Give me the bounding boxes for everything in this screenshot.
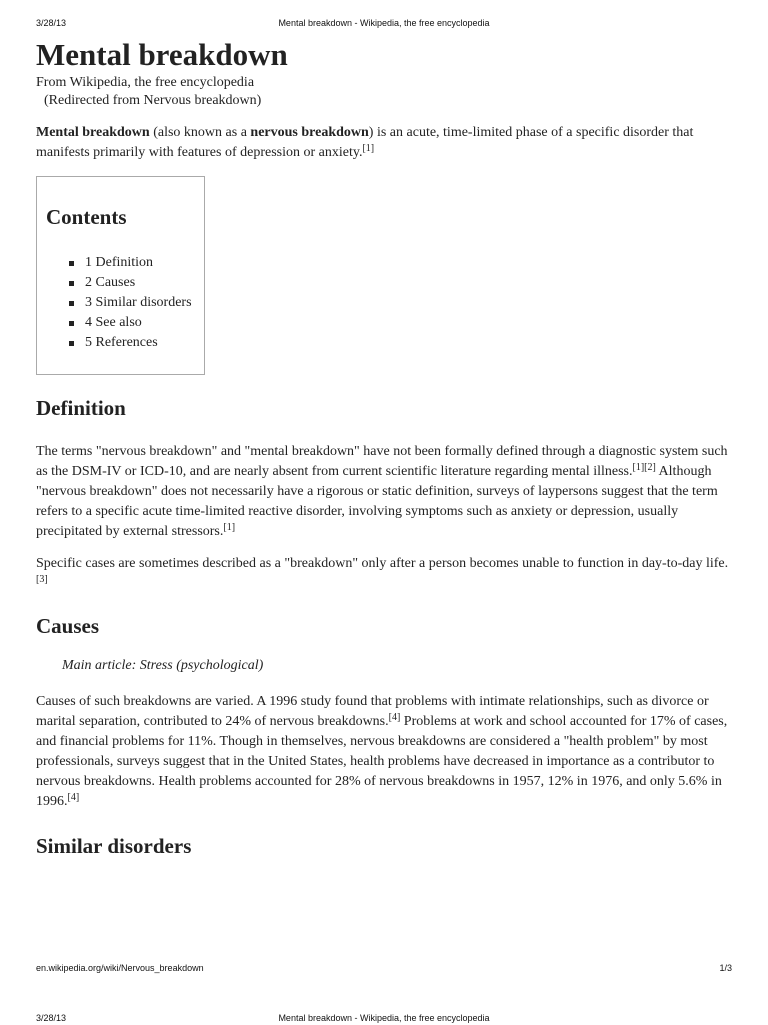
citation-link[interactable]: [2] xyxy=(644,462,656,473)
definition-paragraph-1: The terms "nervous breakdown" and "mental breakdown" have not been formally defined through a diagnostic system such as the DSM-IV or ICD-10, and are nearly absent from current scientific literature regarding mental illness.[1][2] Although "nervous breakdown" does not necessarily have a rigorous or static definition, surveys of laypersons suggest that the term refers to a specific acute time-limited reactive disorder, involving symptoms such as anxiety or depression, usually precipitated by external stressors.[1] xyxy=(36,444,728,539)
section-heading-causes: Causes xyxy=(36,614,100,638)
toc-item-causes[interactable]: 2 Causes xyxy=(67,273,192,293)
redirect-suffix: ) xyxy=(256,93,262,108)
section-heading-definition: Definition xyxy=(36,396,126,420)
redirect-link[interactable]: Nervous breakdown xyxy=(143,93,257,108)
print-title: Mental breakdown - Wikipedia, the free encyclopedia xyxy=(278,18,490,28)
toc-item-see-also[interactable]: 4 See also xyxy=(67,313,192,333)
print-title: Mental breakdown - Wikipedia, the free encyclopedia xyxy=(278,1013,490,1023)
toc-list xyxy=(67,253,192,353)
print-header xyxy=(36,18,732,30)
site-subtitle: From Wikipedia, the free encyclopedia xyxy=(36,75,255,90)
lead-bold-term: Mental breakdown xyxy=(36,125,150,140)
article-content xyxy=(36,36,736,860)
main-article-note[interactable]: Main article: Stress (psychological) xyxy=(62,658,264,673)
citation-link[interactable]: [3] xyxy=(36,574,48,585)
toc-title: Contents xyxy=(46,205,127,229)
print-url: en.wikipedia.org/wiki/Nervous_breakdown xyxy=(36,963,204,973)
section-heading-similar-disorders: Similar disorders xyxy=(36,834,192,858)
table-of-contents xyxy=(36,176,205,375)
citation-link[interactable]: [1] xyxy=(362,143,375,154)
print-footer xyxy=(36,963,732,975)
print-header-next-page xyxy=(36,1013,732,1025)
print-page-number: 1/3 xyxy=(719,963,732,973)
definition-paragraph-2: Specific cases are sometimes described as a "breakdown" only after a person becomes unable to function in day-to-day life.[3] xyxy=(36,556,729,585)
toc-item-references[interactable]: 5 References xyxy=(67,333,192,353)
causes-paragraph: Causes of such breakdowns are varied. A 1996 study found that problems with intimate relationships, such as divorce or marital separation, contributed to 24% of nervous breakdowns.[4] Problems at work and school accounted for 17% of cases, and financial problems for 11%. Though in themselves, nervous breakdowns are considered a "health problem" by most professionals, surveys suggest that in the United States, health problems have decreased in importance as a contributor to nervous breakdowns. Health problems accounted for 28% of nervous breakdowns in 1957, 12% in 1976, and only 5.6% in 1996.[4] xyxy=(36,694,728,809)
lead-bold-alias: nervous breakdown xyxy=(250,125,369,140)
citation-link[interactable]: [4] xyxy=(388,712,401,723)
citation-link[interactable]: [4] xyxy=(67,792,80,803)
print-date: 3/28/13 xyxy=(36,18,67,28)
redirect-prefix: (Redirected from xyxy=(44,93,144,108)
redirect-note xyxy=(44,92,736,110)
citation-link[interactable]: [1] xyxy=(223,522,236,533)
page-title: Mental breakdown xyxy=(36,37,288,72)
print-date: 3/28/13 xyxy=(36,1013,67,1023)
citation-link[interactable]: [1] xyxy=(632,462,645,473)
lead-paragraph: Mental breakdown (also known as a nervous breakdown) is an acute, time-limited phase of a specific disorder that manifests primarily with features of depression or anxiety.[1] xyxy=(36,125,694,160)
toc-item-similar-disorders[interactable]: 3 Similar disorders xyxy=(67,293,192,313)
toc-item-definition[interactable]: 1 Definition xyxy=(67,253,192,273)
